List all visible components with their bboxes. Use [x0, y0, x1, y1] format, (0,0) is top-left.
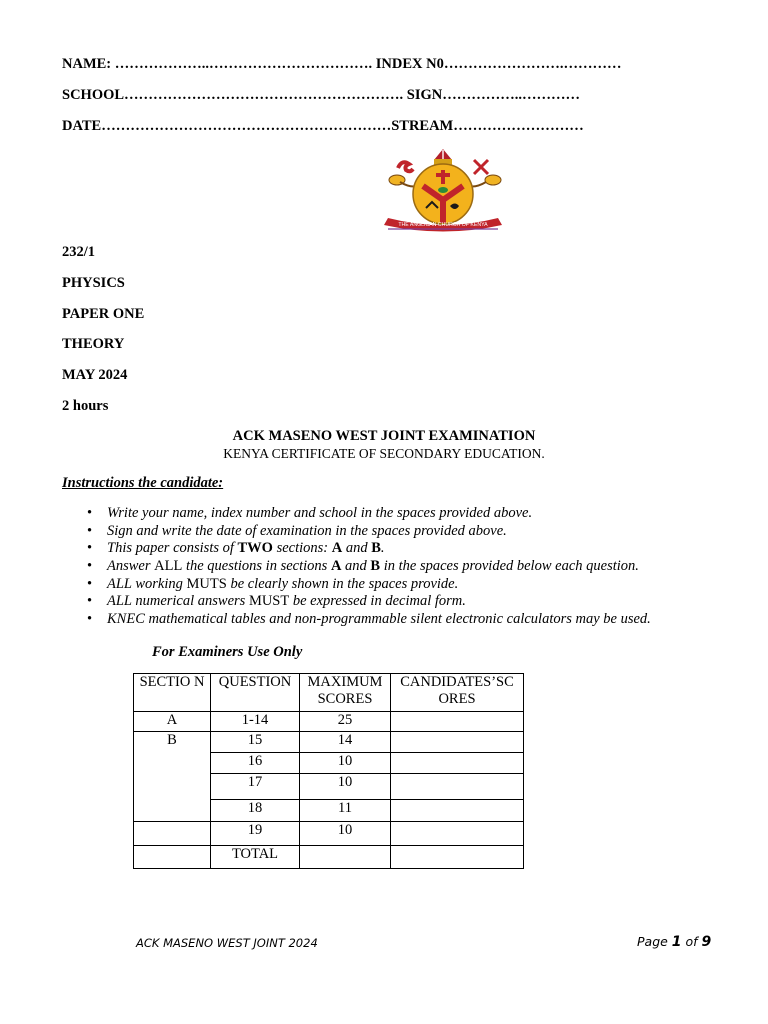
header-candidate-scores: CANDIDATES’SC ORES: [391, 674, 524, 712]
examiners-use-title: For Examiners Use Only: [152, 644, 303, 660]
list-item: • ALL working MUTS be clearly shown in the spaces provide.: [107, 576, 767, 594]
section-cell: A: [134, 712, 211, 732]
candidate-score-cell[interactable]: [391, 712, 524, 732]
scores-table: [133, 673, 524, 869]
date-stream-line[interactable]: DATE……………………………………………………STREAM………………………: [62, 118, 584, 134]
section-cell: [134, 846, 211, 869]
header-max-scores: MAXIMUM SCORES: [300, 674, 391, 712]
instructions-title: Instructions the candidate:: [62, 475, 224, 491]
question-cell: 1-14: [211, 712, 300, 732]
instructions-list: [62, 505, 767, 629]
table-header-row: [134, 674, 524, 712]
name-index-line[interactable]: NAME: ………………..……………………………. INDEX N0…………………….…………: [62, 56, 622, 72]
exam-title: ACK MASENO WEST JOINT EXAMINATION: [232, 428, 536, 444]
logo-caption: THE ANGLICAN CHURCH OF KENYA: [398, 222, 488, 228]
list-item: • ALL numerical answers MUST be expressed in decimal form.: [107, 593, 767, 611]
max-score-cell: 25: [300, 712, 391, 732]
duration: 2 hours: [62, 398, 109, 414]
school-sign-line[interactable]: SCHOOL…………………………………………………. SIGN……………..…………: [62, 87, 580, 103]
max-score-cell: 10: [300, 774, 391, 800]
candidate-score-cell[interactable]: [391, 774, 524, 800]
table-row: [134, 822, 524, 846]
exam-subtitle: KENYA CERTIFICATE OF SECONDARY EDUCATION.: [223, 446, 545, 461]
paper-code: 232/1: [62, 244, 96, 260]
subject: PHYSICS: [62, 275, 125, 291]
paper-type: THEORY: [62, 336, 125, 352]
table-row: [134, 712, 524, 732]
header-section: SECTIO N: [134, 674, 211, 712]
list-item: • This paper consists of TWO sections: A and B.: [107, 540, 767, 558]
table-total-row: [134, 846, 524, 869]
list-item: • Sign and write the date of examination in the spaces provided above.: [107, 523, 767, 541]
anglican-church-crest-logo: [350, 146, 536, 232]
max-score-cell: 14: [300, 732, 391, 753]
candidate-score-cell[interactable]: [391, 732, 524, 753]
question-cell: 15: [211, 732, 300, 753]
question-cell: 16: [211, 753, 300, 774]
exam-date: MAY 2024: [62, 367, 128, 383]
question-cell: 17: [211, 774, 300, 800]
table-row: [134, 732, 524, 753]
question-cell: 18: [211, 800, 300, 822]
section-cell: [134, 822, 211, 846]
footer-exam-name: ACK MASENO WEST JOINT 2024: [136, 936, 318, 950]
max-total-cell: [300, 846, 391, 869]
candidate-score-cell[interactable]: [391, 800, 524, 822]
candidate-score-cell[interactable]: [391, 822, 524, 846]
max-score-cell: 10: [300, 822, 391, 846]
footer-page-number: Page 1 of 9: [637, 934, 712, 950]
paper-number: PAPER ONE: [62, 306, 145, 322]
list-item: • Write your name, index number and school in the spaces provided above.: [107, 505, 767, 523]
max-score-cell: 10: [300, 753, 391, 774]
max-score-cell: 11: [300, 800, 391, 822]
candidate-score-cell[interactable]: [391, 753, 524, 774]
section-cell: B: [134, 732, 211, 822]
total-label: TOTAL: [211, 846, 300, 869]
header-question: QUESTION: [211, 674, 300, 712]
candidate-total-cell[interactable]: [391, 846, 524, 869]
question-cell: 19: [211, 822, 300, 846]
list-item: • Answer ALL the questions in sections A and B in the spaces provided below each question.: [107, 558, 767, 576]
list-item: • KNEC mathematical tables and non-programmable silent electronic calculators may be used.: [107, 611, 767, 629]
